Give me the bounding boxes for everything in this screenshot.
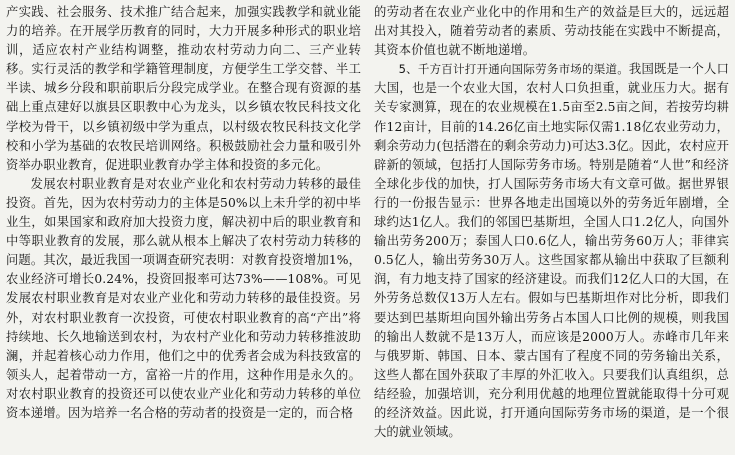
- left-column: [6, 3, 361, 455]
- paragraph: 产实践、社会服务、技术推广结合起来，加强实践教学和就业能力的培养。在开展学历教育的同时，大力开展多种形式的职业培训，适应农村产业结构调整，推动农村劳动力向二、三产业转移。实行灵活的教学和学籍管理制度，方便学生工学交替、半工半读、城乡分段和职前职后分段完成学业。在整合现有资源的基础上重点建好以旗县区职教中心为龙头，以乡镇农牧民科技文化学校为骨干，以乡镇初级中学为重点，以村级农牧民科技文化学校和小学为基础的农牧民培训网络。积极鼓励社会力量和吸引外资举办职业教育，促进职业教育办学主体和投资的多元化。: [6, 5, 361, 172]
- right-column: [374, 3, 729, 455]
- section-heading: 5、千方百计打开通向国际劳务市场的渠道。: [398, 62, 629, 77]
- paragraph: [374, 60, 729, 442]
- paragraph: 的劳动者在农业产业化中的作用和生产的效益是巨大的，远远超出对其投入，随着劳动者的素质、劳动技能在实践中不断提高，其资本价值也就不断地递增。: [374, 5, 729, 58]
- paragraph: 发展农村职业教育是对农业产业化和农村劳动力转移的最佳投资。首先，因为农村劳动力的主体是50%以上未升学的初中毕业生，如果国家和政府加大投资力度，解决初中后的职业教育和中等职业教育的发展，那么就从根本上解决了农村劳动力转移的问题。其次，最近我国一项调查研究表明：对教育投资增加1%，农业经济可增长0.24%，投资回报率可达73%——108%。可见发展农村职业教育是对农业产业化和劳动力转移的最佳投资。另外，对农村职业教育一次投资，可使农村职业教育的高“产出”将持续地、长久地输送到农村，为农村产业化和劳动力转移推波助澜，并起着核心动力作用，他们之中的优秀者会成为科技致富的领头人，起着带动一方，富裕一片的作用，这种作用是永久的。对农村职业教育的投资还可以使农业产业化和劳动力转移的单位资本递增。因为培养一名合格的劳动者的投资是一定的，而合格: [6, 176, 361, 420]
- paragraph-body: 我国既是一个人口大国，也是一个农业大国，农村人口负担重，就业压力大。据有关专家测算，现在的农业规模在1.5亩至2.5亩之间，若按劳均耕作12亩计，目前的14.26亿亩土地实际仅需1.18亿农业劳动力，剩余劳动力(包括潜在的剩余劳动力)可达3.3亿。因此，农村应开辟新的领域，包括打人国际劳务市场。特别是随着“人世”和经济全球化步伐的加快，打人国际劳务市场大有文章可做。据世界银行的一份报告显示：世界各地走出国境以外的劳务近年剧增，全球约达1亿人。我们的邻国巴基斯坦，全国人口1.2亿人，向国外输出劳务200万；泰国人口0.6亿人，输出劳务60万人；菲律宾0.5亿人，输出劳务30万人。这些国家都从输出中获取了巨额利润，有力地支持了国家的经济建设。而我们12亿人口的大国，在外劳务总数仅13万人左右。假如与巴基斯坦作对比分析，即我们要达到巴基斯坦向国外输出劳务占本国人口比例的规模，则我国的输出人数就不是13万人，而应该是2000万人。赤峰市几年来与俄罗斯、韩国、日本、蒙古国有了程度不同的劳务输出关系，这些人都在国外获取了丰厚的外汇收入。只要我们认真组织，总结经验，加强培训，充分利用优越的地理位置就能取得十分可观的经济效益。因此说，打开通向国际劳务市场的渠道，是一个很大的就业领域。: [374, 62, 729, 440]
